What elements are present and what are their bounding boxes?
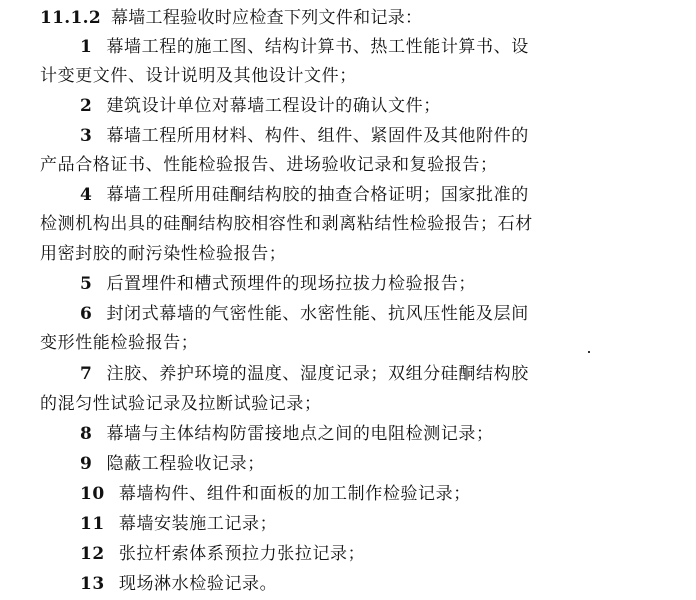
list-item-4-cont-2: 用密封胶的耐污染性检验报告； — [40, 244, 287, 264]
item-number: 10 — [80, 484, 105, 504]
list-item-1-cont: 计变更文件、设计说明及其他设计文件； — [40, 66, 357, 86]
list-item-3 — [80, 126, 529, 146]
list-item-11 — [80, 514, 277, 534]
item-number: 11 — [80, 514, 105, 534]
item-number: 5 — [80, 274, 93, 294]
item-number: 3 — [80, 126, 93, 146]
item-number: 4 — [80, 185, 93, 205]
clause-title: 幕墙工程验收时应检查下列文件和记录： — [110, 8, 423, 28]
item-text: 现场淋水检验记录。 — [118, 574, 278, 594]
clause-heading — [40, 8, 422, 28]
list-item-8 — [80, 424, 494, 444]
item-text: 幕墙安装施工记录； — [118, 514, 278, 534]
list-item-12 — [80, 544, 365, 564]
list-item-5 — [80, 274, 476, 294]
item-number: 13 — [80, 574, 105, 594]
item-text: 建筑设计单位对幕墙工程设计的确认文件； — [106, 96, 441, 116]
list-item-4-cont-1: 检测机构出具的硅酮结构胶相容性和剥离粘结性检验报告；石材 — [40, 214, 533, 234]
item-text: 幕墙与主体结构防雷接地点之间的电阻检测记录； — [106, 424, 494, 444]
item-text: 隐蔽工程验收记录； — [106, 454, 265, 474]
item-text: 幕墙构件、组件和面板的加工制作检验记录； — [118, 484, 471, 504]
list-item-7 — [80, 364, 529, 384]
item-number: 6 — [80, 304, 93, 324]
list-item-4 — [80, 185, 529, 205]
list-item-2 — [80, 96, 441, 116]
scan-speck — [588, 351, 590, 353]
item-text: 张拉杆索体系预拉力张拉记录； — [118, 544, 366, 564]
list-item-13 — [80, 574, 277, 594]
item-number: 9 — [80, 454, 93, 474]
item-text: 幕墙工程所用硅酮结构胶的抽查合格证明；国家批准的 — [106, 185, 529, 205]
list-item-6-cont: 变形性能检验报告； — [40, 333, 199, 353]
item-number: 8 — [80, 424, 93, 444]
item-number: 1 — [80, 37, 93, 57]
item-text: 封闭式幕墙的气密性能、水密性能、抗风压性能及层间 — [106, 304, 529, 324]
item-number: 12 — [80, 544, 105, 564]
item-number: 2 — [80, 96, 93, 116]
list-item-3-cont: 产品合格证书、性能检验报告、进场验收记录和复验报告； — [40, 155, 498, 175]
list-item-10 — [80, 484, 471, 504]
item-text: 注胶、养护环境的温度、湿度记录；双组分硅酮结构胶 — [106, 364, 529, 384]
item-number: 7 — [80, 364, 93, 384]
list-item-6 — [80, 304, 529, 324]
clause-number: 11.1.2 — [40, 8, 101, 28]
list-item-1 — [80, 37, 529, 57]
list-item-9 — [80, 454, 265, 474]
item-text: 幕墙工程的施工图、结构计算书、热工性能计算书、设 — [106, 37, 529, 57]
list-item-7-cont: 的混匀性试验记录及拉断试验记录； — [40, 394, 322, 414]
item-text: 幕墙工程所用材料、构件、组件、紧固件及其他附件的 — [106, 126, 529, 146]
item-text: 后置埋件和槽式预埋件的现场拉拔力检验报告； — [106, 274, 477, 294]
